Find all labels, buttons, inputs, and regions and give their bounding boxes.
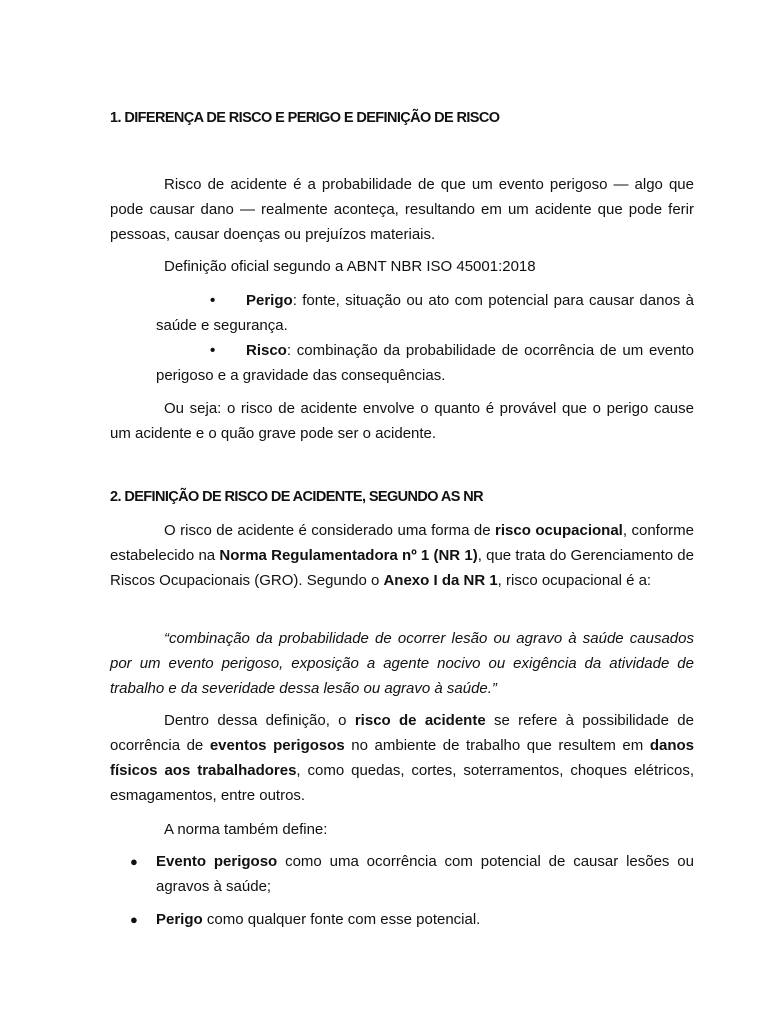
text-run: se refere à possibilidade de ocorrência de [110,712,694,754]
bullet-dot-icon: • [210,292,216,309]
bold-run: Anexo I da NR 1 [383,572,498,589]
section-2-paragraph-1 [110,518,694,593]
text-run: no ambiente de trabalho que resultem em [344,737,650,754]
bold-run: danos físicos aos trabalhadores [110,737,694,779]
bullet-dot-icon: • [210,342,216,359]
text-run: , que trata do Gerenciamento de Riscos Ocupacionais (GRO). Segundo o [110,547,694,589]
section-1-heading: 1. DIFERENÇA DE RISCO E PERIGO E DEFINIÇÃO DE RISCO [110,110,500,126]
text-run: , risco ocupacional é a: [497,572,652,589]
bold-run: risco ocupacional [495,522,623,539]
bold-run: Norma Regulamentadora nº 1 (NR 1) [219,547,478,564]
bullet-dot-icon: ● [130,912,138,927]
text-run: , como quedas, cortes, soterramentos, choques elétricos, esmagamentos, entre outros. [110,762,694,804]
bullet-text: como qualquer fonte com esse potencial. [202,911,481,928]
bold-run: eventos perigosos [209,737,345,754]
bullet-term: Risco [246,342,287,359]
bullet-text: : fonte, situação ou ato com potencial para causar danos à saúde e segurança. [156,292,694,334]
section-2-bullet-perigo [130,907,694,932]
section-2-paragraph-3: A norma também define: [164,821,328,838]
section-1-bullet-risco [156,338,694,388]
bullet-term: Perigo [246,292,293,309]
bullet-term: Evento perigoso [156,853,278,870]
text-run: , conforme estabelecido na [110,522,694,564]
bullet-text: : combinação da probabilidade de ocorrência de um evento perigoso e a gravidade das consequências. [156,342,694,384]
bullet-text: como uma ocorrência com potencial de causar lesões ou agravos à saúde; [156,853,694,895]
bold-run: risco de acidente [354,712,486,729]
bullet-dot-icon: ● [130,854,138,869]
bullet-term: Perigo [156,911,203,928]
section-2-bullet-evento-perigoso [130,849,694,899]
section-1-paragraph-3: Ou seja: o risco de acidente envolve o quanto é provável que o perigo cause um acidente e o quão grave pode ser o acidente. [110,400,694,442]
section-2-quote: “combinação da probabilidade de ocorrer lesão ou agravo à saúde causados por um evento perigoso, exposição a agente nocivo ou exigência da atividade de trabalho e da severidade dessa lesão ou agravo à saúde.” [110,630,694,697]
text-run: O risco de acidente é considerado uma forma de [164,522,496,539]
section-2-heading: 2. DEFINIÇÃO DE RISCO DE ACIDENTE, SEGUNDO AS NR [110,489,483,505]
section-2-paragraph-2 [110,708,694,808]
section-1-bullet-perigo [156,288,694,338]
text-run: Dentro dessa definição, o [164,712,355,729]
section-1-paragraph-2: Definição oficial segundo a ABNT NBR ISO 45001:2018 [164,258,536,275]
section-1-paragraph-1: Risco de acidente é a probabilidade de que um evento perigoso — algo que pode causar dano — realmente aconteça, resultando em um acidente que pode ferir pessoas, causar doenças ou prejuízos materiais. [110,176,694,243]
